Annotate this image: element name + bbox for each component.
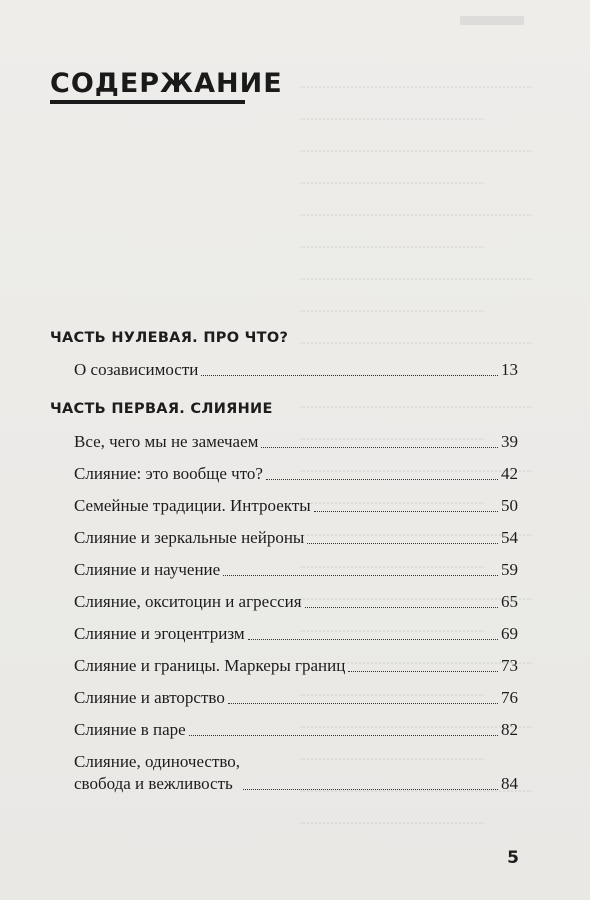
toc-entry-title: Семейные традиции. Интроекты [74,496,311,515]
toc-entry [74,591,518,613]
dot-leader [305,607,498,608]
dot-leader [261,447,498,448]
toc-entry-title-line: свобода и вежливость [74,774,233,793]
toc-entry-title: Слияние в паре [74,720,186,739]
page-title: СОДЕРЖАНИЕ [50,68,283,99]
dot-leader [189,735,498,736]
toc-entry [74,655,518,677]
dot-leader [201,375,498,376]
toc-entry-title: Слияние и научение [74,560,221,579]
toc-entry-title: Слияние и эгоцентризм [74,624,245,643]
dot-leader [266,479,498,480]
toc-entry [74,559,518,581]
toc-entry-title: Слияние и границы. Маркеры границ [74,656,346,675]
toc-entry-page: 65 [501,592,518,611]
toc-entry-page: 54 [501,528,518,547]
toc-entry-title: Все, чего мы не замечаем [74,432,259,451]
toc-entry [74,527,518,549]
section-heading: ЧАСТЬ НУЛЕВАЯ. ПРО ЧТО? [50,330,289,346]
dot-leader [348,671,498,672]
toc-entry-title: Слияние и зеркальные нейроны [74,528,305,547]
toc-entry-page: 69 [501,624,518,643]
running-header-mark [460,16,524,25]
toc-entry [74,623,518,645]
toc-entry-title [74,751,240,795]
dot-leader [243,789,498,790]
dot-leader [228,703,498,704]
toc-entry-title: Слияние, окситоцин и агрессия [74,592,302,611]
toc-entry-page: 50 [501,496,518,515]
toc-entry-page: 76 [501,688,518,707]
toc-entry [74,687,518,709]
toc-entry [74,719,518,741]
toc-entry-page: 13 [501,360,518,379]
toc-entry [74,463,518,485]
toc-entry-page: 84 [501,774,518,793]
toc-entry-title: Слияние: это вообще что? [74,464,263,483]
toc-entry-page: 82 [501,720,518,739]
toc-entry [74,359,518,381]
table-of-contents [50,330,518,795]
title-underline [50,100,245,104]
toc-entry-page: 59 [501,560,518,579]
section-heading: ЧАСТЬ ПЕРВАЯ. СЛИЯНИЕ [50,401,273,417]
dot-leader [223,575,498,576]
toc-entry-title-line: Слияние, одиночество, [74,752,241,771]
toc-entry-title: О созависимости [74,360,199,379]
toc-entry-page: 39 [501,432,518,451]
page-number: 5 [507,848,519,868]
toc-entry [74,431,518,453]
dot-leader [248,639,498,640]
toc-entry [74,751,518,795]
toc-entry-title: Слияние и авторство [74,688,225,707]
toc-entry-page: 73 [501,656,518,675]
toc-entry [74,495,518,517]
dot-leader [314,511,498,512]
dot-leader [307,543,498,544]
toc-entry-page: 42 [501,464,518,483]
